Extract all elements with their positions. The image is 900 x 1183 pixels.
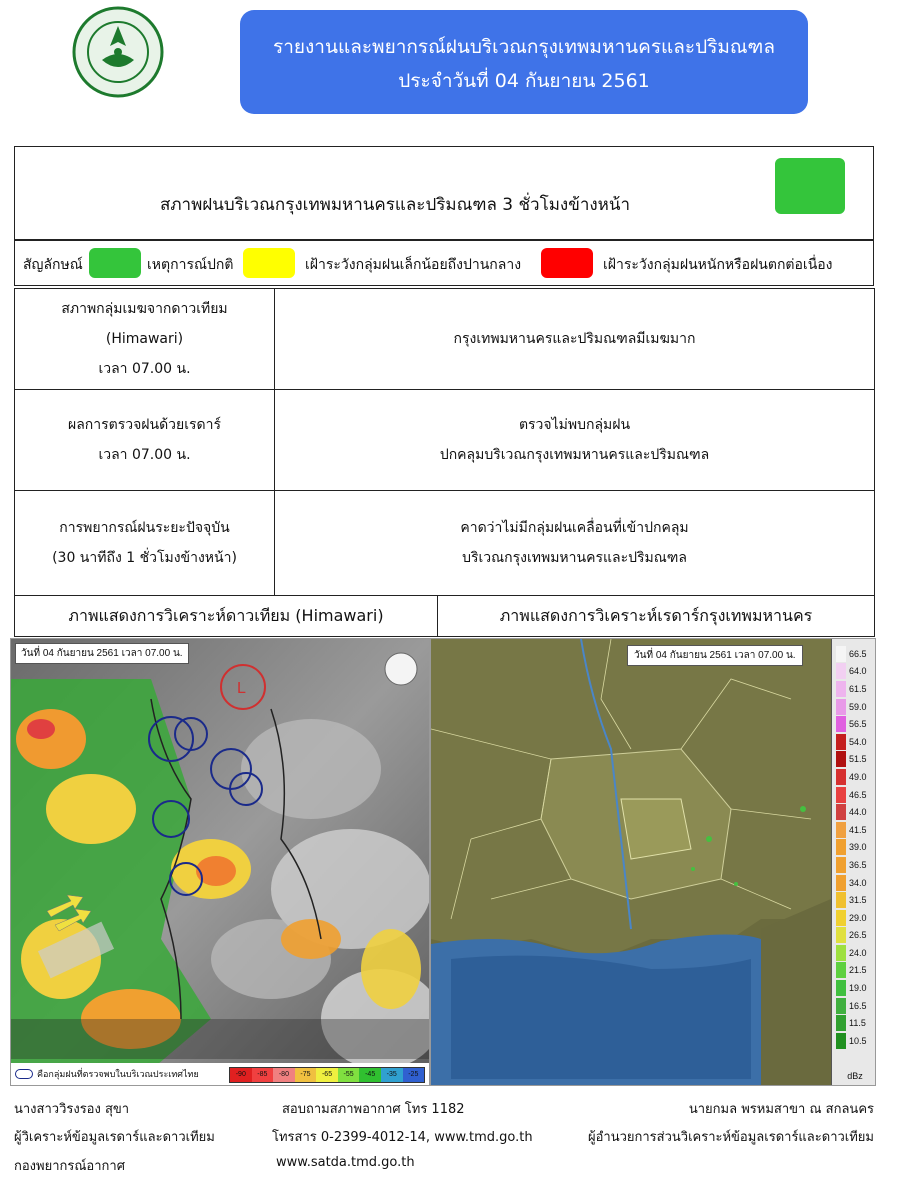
legend-label: สัญลักษณ์	[23, 257, 83, 273]
radar-scale-label: 31.5	[849, 895, 867, 906]
analyst-role: ผู้วิเคราะห์ข้อมูลเรดาร์และดาวเทียม	[14, 1130, 215, 1145]
radar-scale-step	[836, 803, 874, 821]
radar-scale-label: 16.5	[849, 1000, 867, 1011]
radar-scale-swatch	[836, 945, 846, 961]
radar-scale-step	[836, 1014, 874, 1032]
radar-scale-label: 59.0	[849, 701, 867, 712]
row-satellite-label	[14, 288, 275, 390]
director-role: ผู้อำนวยการส่วนวิเคราะห์ข้อมูลเรดาร์และดาวเทียม	[587, 1130, 874, 1145]
radar-scale-label: 34.0	[849, 877, 867, 888]
row-nowcast-label	[14, 490, 275, 596]
satellite-scale-step: -80	[273, 1068, 295, 1082]
status-title: สภาพฝนบริเวณกรุงเทพมหานครและปริมณฑล 3 ชั่วโมงข้างหน้า	[159, 195, 631, 215]
satellite-image	[10, 638, 430, 1086]
radar-scale-swatch	[836, 822, 846, 838]
row-satellite-value-line1: กรุงเทพมหานครและปริมณฑลมีเมฆมาก	[453, 331, 696, 347]
radar-scale-step	[836, 891, 874, 909]
row-nowcast-value-line1: คาดว่าไม่มีกลุ่มฝนเคลื่อนที่เข้าปกคลุม	[460, 520, 689, 536]
radar-scale-label: 39.0	[849, 842, 867, 853]
radar-scale-step	[836, 997, 874, 1015]
satellite-scale-step: -75	[295, 1068, 317, 1082]
radar-scale-label: 66.5	[849, 648, 867, 659]
satellite-scale-step: -25	[403, 1068, 425, 1082]
row-radar-label-line1: ผลการตรวจฝนด้วยเรดาร์	[67, 417, 222, 433]
row-nowcast-value-line2: บริเวณกรุงเทพมหานครและปริมณฑล	[462, 550, 687, 566]
row-satellite-value	[274, 288, 875, 390]
radar-scale-step	[836, 663, 874, 681]
radar-heading-text: ภาพแสดงการวิเคราะห์เรดาร์กรุงเทพมหานคร	[499, 606, 813, 625]
status-indicator	[775, 158, 845, 214]
legend-text-light-rain: เฝ้าระวังกลุ่มฝนเล็กน้อยถึงปานกลาง	[305, 257, 522, 273]
radar-scale-step	[836, 768, 874, 786]
radar-scale-step	[836, 733, 874, 751]
satellite-scale-step: -55	[338, 1068, 360, 1082]
legend-text-heavy-rain: เฝ้าระวังกลุ่มฝนหนักหรือฝนตกต่อเนื่อง	[603, 257, 833, 273]
satellite-scale-step: -90	[230, 1068, 252, 1082]
legend-text-normal: เหตุการณ์ปกติ	[147, 257, 234, 273]
cloud-outline-icon	[15, 1069, 33, 1079]
radar-scale-step	[836, 645, 874, 663]
radar-scale-step	[836, 751, 874, 769]
row-radar-label-line2: เวลา 07.00 น.	[98, 447, 191, 463]
radar-scale-swatch	[836, 927, 846, 943]
radar-scale-step	[836, 979, 874, 997]
row-satellite-label-line2: (Himawari)	[105, 331, 184, 347]
row-nowcast-label-line2: (30 นาทีถึง 1 ชั่วโมงข้างหน้า)	[52, 550, 237, 566]
radar-scale-step	[836, 698, 874, 716]
radar-scale-swatch	[836, 716, 846, 732]
radar-scale-swatch	[836, 962, 846, 978]
report-date: ประจำวันที่ 04 กันยายน 2561	[398, 70, 650, 92]
svg-text:L: L	[237, 680, 246, 697]
row-satellite-label-line3: เวลา 07.00 น.	[98, 361, 191, 377]
radar-heading	[437, 595, 875, 637]
contact-phone: สอบถามสภาพอากาศ โทร 1182	[282, 1102, 465, 1117]
radar-scale-step	[836, 927, 874, 945]
radar-scale-label: 21.5	[849, 965, 867, 976]
director-name: นายกมล พรหมสาขา ณ สกลนคร	[688, 1102, 874, 1117]
radar-scale-swatch	[836, 751, 846, 767]
radar-scale-swatch	[836, 980, 846, 996]
analyst-division: กองพยากรณ์อากาศ	[14, 1159, 125, 1174]
radar-scale-swatch	[836, 998, 846, 1014]
legend-swatch-yellow	[243, 248, 295, 278]
satellite-scale-step: -45	[359, 1068, 381, 1082]
legend-swatch-red	[541, 248, 593, 278]
radar-scale-swatch	[836, 839, 846, 855]
radar-scale-label: 51.5	[849, 754, 867, 765]
radar-scale-label: 29.0	[849, 912, 867, 923]
satellite-scale-step: -85	[252, 1068, 274, 1082]
satellite-heading	[14, 595, 438, 637]
satellite-legend-text: คือกลุ่มฝนที่ตรวจพบในบริเวณประเทศไทย	[37, 1069, 199, 1079]
radar-scale	[831, 639, 876, 1086]
radar-timestamp: วันที่ 04 กันยายน 2561 เวลา 07.00 น.	[627, 645, 803, 666]
satellite-legend	[15, 1067, 199, 1081]
radar-image	[430, 638, 876, 1086]
radar-scale-label: 26.5	[849, 930, 867, 941]
radar-scale-unit: dBz	[847, 1071, 863, 1081]
radar-scale-label: 36.5	[849, 859, 867, 870]
row-radar-value-line2: ปกคลุมบริเวณกรุงเทพมหานครและปริมณฑล	[439, 447, 710, 463]
row-radar-value-line1: ตรวจไม่พบกลุ่มฝน	[518, 417, 631, 433]
radar-scale-label: 49.0	[849, 771, 867, 782]
radar-scale-step	[836, 715, 874, 733]
radar-scale-swatch	[836, 892, 846, 908]
row-radar-value	[274, 389, 875, 491]
legend-bar	[14, 240, 874, 286]
radar-scale-swatch	[836, 663, 846, 679]
contact-fax: โทรสาร 0-2399-4012-14, www.tmd.go.th	[272, 1130, 533, 1145]
radar-scale-label: 24.0	[849, 947, 867, 958]
department-logo	[64, 4, 172, 100]
report-title: รายงานและพยากรณ์ฝนบริเวณกรุงเทพมหานครและปริมณฑล	[273, 36, 775, 58]
radar-scale-step	[836, 874, 874, 892]
radar-scale-label: 41.5	[849, 824, 867, 835]
radar-scale-swatch	[836, 681, 846, 697]
satellite-heading-text: ภาพแสดงการวิเคราะห์ดาวเทียม (Himawari)	[68, 606, 384, 625]
report-title-banner	[240, 10, 808, 114]
radar-scale-label: 10.5	[849, 1035, 867, 1046]
radar-scale-swatch	[836, 875, 846, 891]
row-nowcast-label-line1: การพยากรณ์ฝนระยะปัจจุบัน	[59, 520, 230, 536]
radar-scale-step	[836, 821, 874, 839]
radar-scale-step	[836, 856, 874, 874]
radar-scale-step	[836, 1032, 874, 1050]
row-radar-label	[14, 389, 275, 491]
radar-scale-label: 54.0	[849, 736, 867, 747]
radar-scale-step	[836, 944, 874, 962]
row-satellite-label-line1: สภาพกลุ่มเมฆจากดาวเทียม	[61, 301, 228, 317]
radar-scale-label: 44.0	[849, 807, 867, 818]
radar-scale-swatch	[836, 734, 846, 750]
radar-scale-swatch	[836, 804, 846, 820]
radar-scale-label: 64.0	[849, 666, 867, 677]
radar-scale-swatch	[836, 769, 846, 785]
radar-scale-swatch	[836, 857, 846, 873]
analyst-name: นางสาววิรงรอง สุขา	[14, 1102, 130, 1117]
radar-scale-swatch	[836, 1015, 846, 1031]
contact-website: www.satda.tmd.go.th	[276, 1155, 415, 1170]
radar-scale-swatch	[836, 1033, 846, 1049]
radar-scale-step	[836, 839, 874, 857]
radar-scale-swatch	[836, 646, 846, 662]
radar-scale-step	[836, 962, 874, 980]
radar-scale-label: 46.5	[849, 789, 867, 800]
radar-scale-step	[836, 909, 874, 927]
radar-scale-label: 56.5	[849, 719, 867, 730]
satellite-scale-step: -65	[316, 1068, 338, 1082]
satellite-timestamp: วันที่ 04 กันยายน 2561 เวลา 07.00 น.	[15, 643, 189, 664]
radar-scale-swatch	[836, 787, 846, 803]
satellite-scale	[229, 1067, 425, 1083]
status-box	[14, 146, 874, 240]
radar-scale-label: 11.5	[849, 1018, 866, 1029]
radar-scale-swatch	[836, 910, 846, 926]
radar-scale-swatch	[836, 699, 846, 715]
radar-scale-label: 61.5	[849, 683, 867, 694]
radar-scale-label: 19.0	[849, 983, 867, 994]
row-nowcast-value	[274, 490, 875, 596]
satellite-scale-step: -35	[381, 1068, 403, 1082]
radar-scale-step	[836, 680, 874, 698]
legend-swatch-green	[89, 248, 141, 278]
radar-scale-step	[836, 786, 874, 804]
